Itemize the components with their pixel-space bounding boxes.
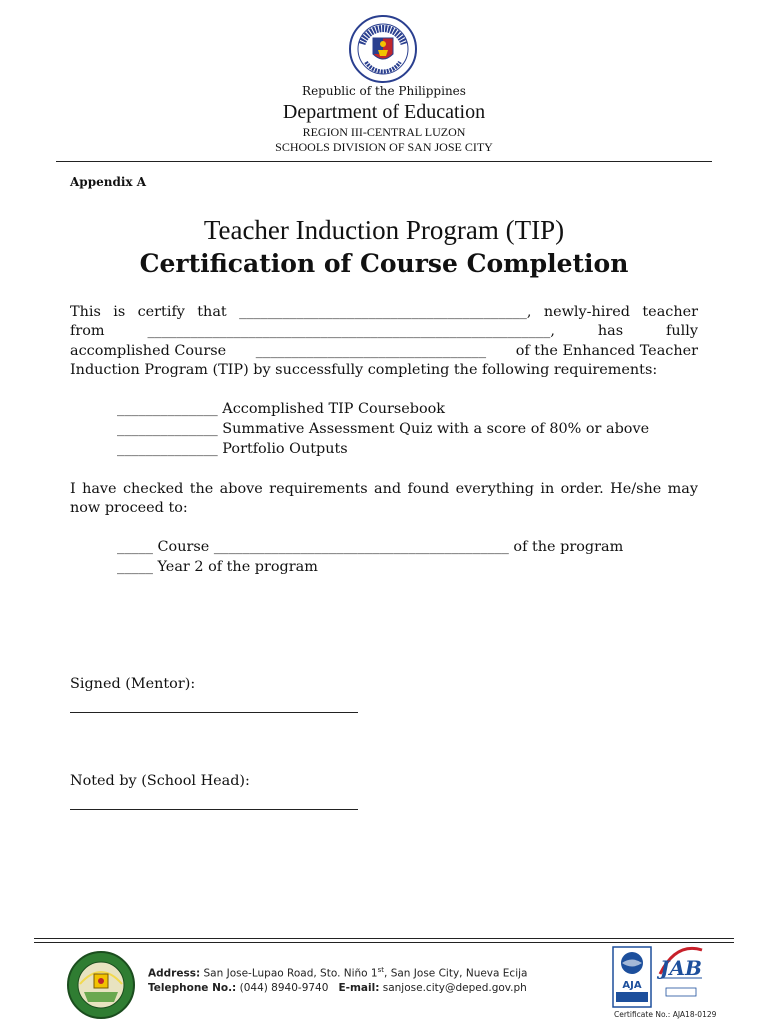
requirement-item: ______________ Accomplished TIP Coursebook [117, 401, 446, 417]
aja-certification-icon [612, 946, 652, 1008]
body-enhanced: of the Enhanced Teacher [515, 343, 698, 359]
course-blank: ________________________________ [255, 343, 487, 359]
footer-divider-thin [34, 942, 734, 943]
footer-contact [148, 982, 527, 994]
mentor-signature-line [70, 712, 358, 713]
footer-address [148, 966, 527, 980]
header-divider [56, 161, 712, 162]
school-head-signature-line [70, 809, 358, 810]
address-label: Address: [148, 967, 201, 980]
body-line-3 [70, 343, 698, 363]
school-blank: ________________________________________________________, [147, 323, 555, 339]
aja-text: AJA [622, 980, 642, 991]
program-title: Teacher Induction Program (TIP) [203, 215, 565, 245]
email-value: sanjose.city@deped.gov.ph [382, 982, 527, 994]
checked-line-1: I have checked the above requirements and found everything in order. He/she may [70, 481, 698, 497]
school-head-label: Noted by (School Head): [70, 773, 250, 789]
jab-text: JAB [660, 956, 702, 980]
republic-text: Republic of the Philippines [302, 84, 466, 98]
email-label: E-mail: [338, 982, 380, 994]
address-value: San Jose-Lupao Road, Sto. Niño 1 [203, 967, 378, 980]
checked-line-2: now proceed to: [70, 500, 188, 516]
address-sup: st [377, 966, 385, 974]
body-line-1: This is certify that ________________________________________, newly-hired teacher [70, 304, 698, 320]
proceed-item: _____ Course _________________________________________ of the program [117, 539, 624, 555]
body-line-2 [70, 323, 698, 343]
phone-value: (044) 8940-9740 [239, 982, 329, 994]
department-title: Department of Education [282, 101, 486, 123]
body-fully: fully [666, 323, 698, 339]
division-text: SCHOOLS DIVISION OF SAN JOSE CITY [275, 140, 493, 154]
body-from: from [70, 323, 105, 339]
certificate-number: Certificate No.: AJA18-0129 [614, 1010, 717, 1019]
requirement-item: ______________ Summative Assessment Quiz with a score of 80% or above [117, 421, 650, 437]
division-logo-icon [66, 950, 136, 1020]
appendix-label: Appendix A [70, 175, 147, 189]
proceed-item: _____ Year 2 of the program [117, 559, 318, 575]
mentor-label: Signed (Mentor): [70, 676, 196, 692]
body-has: has [597, 323, 624, 339]
certification-title: Certification of Course Completion [139, 249, 629, 278]
body-accomplished: accomplished Course [70, 343, 227, 359]
region-text: REGION III-CENTRAL LUZON [302, 125, 466, 139]
phone-label: Telephone No.: [148, 982, 237, 994]
address-rest: , San Jose City, Nueva Ecija [384, 967, 528, 980]
body-line-4: Induction Program (TIP) by successfully completing the following requirements: [70, 362, 658, 378]
deped-seal-icon [348, 14, 418, 84]
requirement-item: ______________ Portfolio Outputs [117, 441, 348, 457]
footer-divider [34, 938, 734, 939]
